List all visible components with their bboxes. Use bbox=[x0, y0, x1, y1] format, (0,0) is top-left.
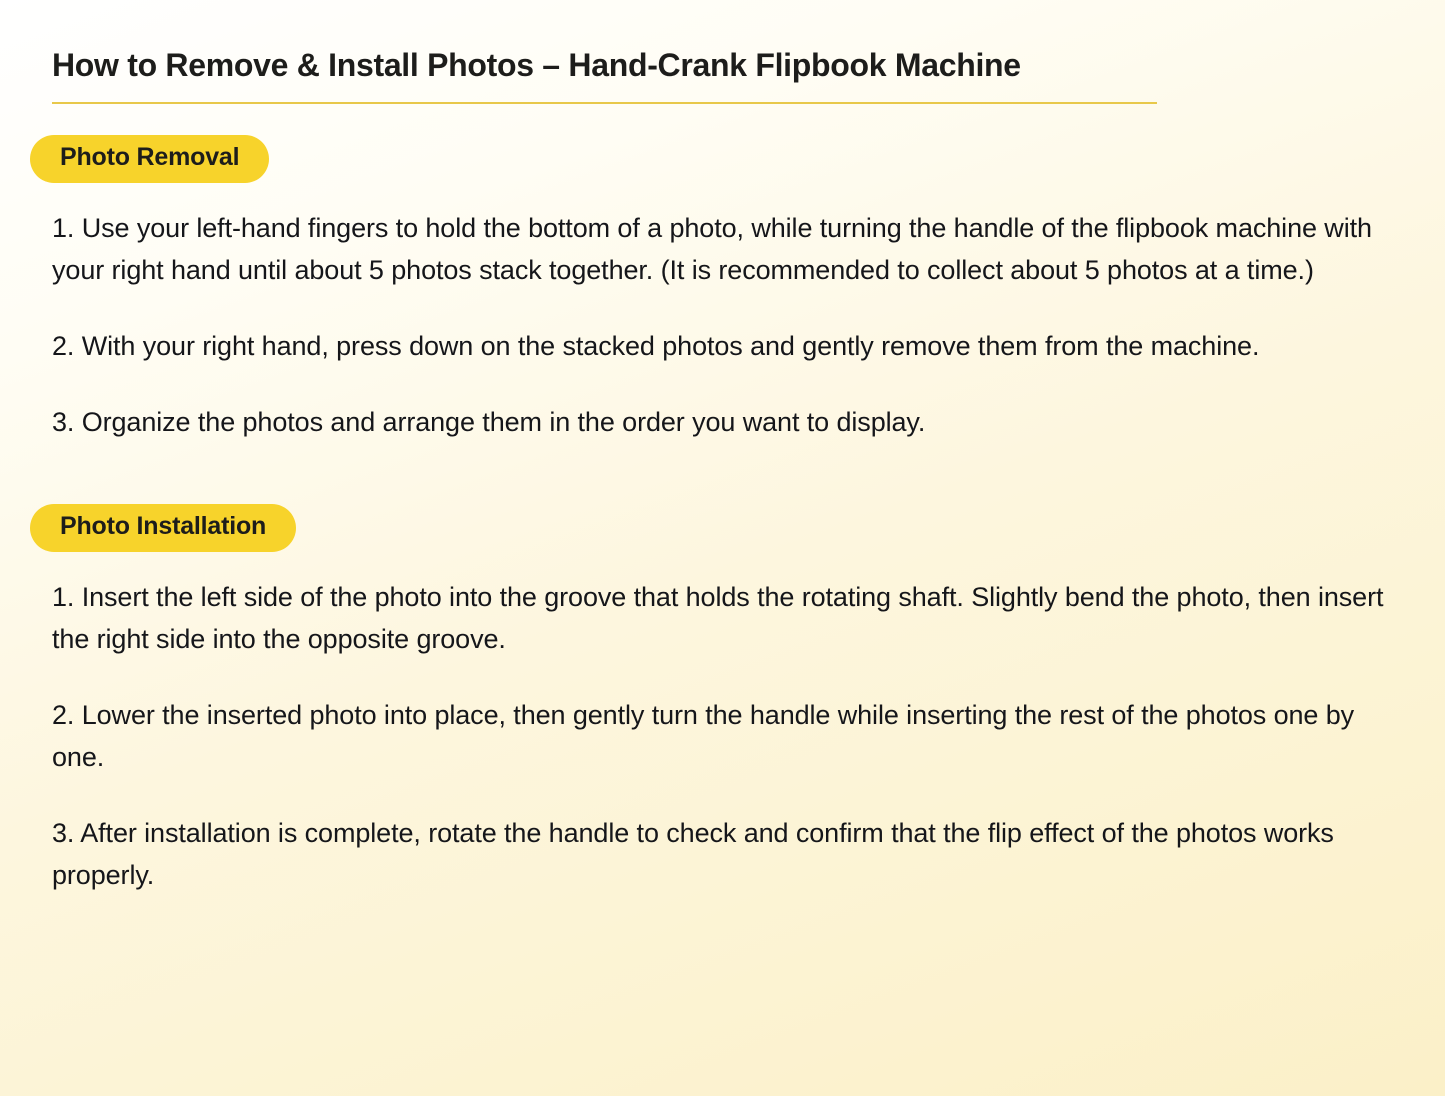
section-heading-removal-wrap bbox=[52, 104, 1393, 183]
step-item: 1. Insert the left side of the photo into the groove that holds the rotating shaft. Slightly bend the photo, then insert the right side into the opposite groove. bbox=[52, 581, 1384, 654]
page-title-block bbox=[52, 46, 1157, 104]
step-item: 2. With your right hand, press down on the stacked photos and gently remove them from the machine. bbox=[52, 331, 1260, 362]
section-heading-installation: Photo Installation bbox=[30, 504, 296, 552]
step-item: 2. Lower the inserted photo into place, then gently turn the handle while inserting the rest of the photos one by one. bbox=[52, 700, 1355, 773]
page-title: How to Remove & Install Photos – Hand-Crank Flipbook Machine bbox=[52, 47, 1021, 83]
section-heading-installation-wrap bbox=[52, 473, 1393, 552]
step-item: 3. Organize the photos and arrange them in the order you want to display. bbox=[52, 407, 926, 438]
steps-list-installation bbox=[52, 576, 1393, 897]
step-item: 3. After installation is complete, rotate the handle to check and confirm that the flip effect of the photos works properly. bbox=[52, 818, 1334, 891]
section-photo-removal bbox=[52, 104, 1393, 443]
step-item: 1. Use your left-hand fingers to hold the bottom of a photo, while turning the handle of the flipbook machine with your right hand until about 5 photos stack together. (It is recommended to collect about 5 photos at a time.) bbox=[52, 212, 1372, 285]
section-heading-removal: Photo Removal bbox=[30, 135, 269, 183]
section-photo-installation bbox=[52, 473, 1393, 896]
steps-list-removal bbox=[52, 207, 1393, 443]
